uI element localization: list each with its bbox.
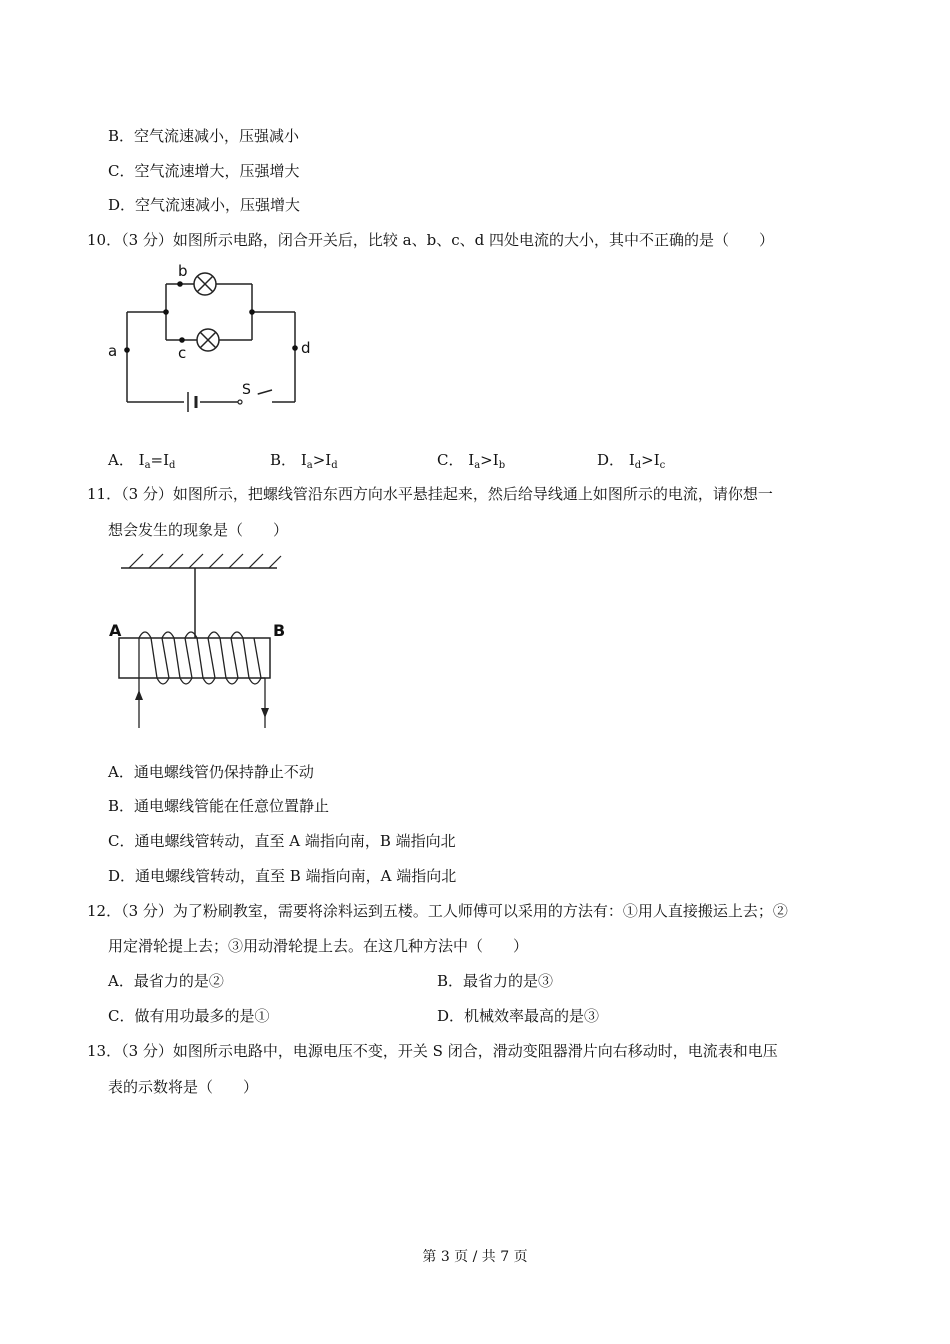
q12-stem-line2: 用定滑轮提上去；③用动滑轮提上去。在这几种方法中（ ） <box>108 937 529 955</box>
current-up-arrow-icon <box>135 690 143 700</box>
label-a: a <box>108 342 118 360</box>
q9-option-b: B．空气流速减小，压强减小 <box>108 127 300 145</box>
q11-option-c: C．通电螺线管转动，直至 A 端指向南，B 端指向北 <box>108 832 456 850</box>
current-down-arrow-icon <box>261 708 269 718</box>
label-end-b: B <box>273 621 286 640</box>
q11-option-a: A．通电螺线管仍保持静止不动 <box>108 763 314 781</box>
q12-option-d: D．机械效率最高的是③ <box>437 1007 600 1025</box>
lamp-c-icon <box>197 329 219 351</box>
label-b: b <box>178 262 188 280</box>
label-c: c <box>178 344 187 362</box>
page-footer: 第 3 页 / 共 7 页 <box>422 1249 528 1265</box>
q12-option-a: A．最省力的是② <box>108 972 224 990</box>
q12-option-b: B．最省力的是③ <box>437 972 554 990</box>
q11-option-d: D．通电螺线管转动，直至 B 端指向南，A 端指向北 <box>108 867 457 885</box>
q10-option-c: C． $I_a>I_b$ <box>437 451 506 471</box>
q11-option-b: B．通电螺线管能在任意位置静止 <box>108 797 330 815</box>
q12-stem-line1: 12．（3 分）为了粉刷教室，需要将涂料运到五楼。工人师傅可以采用的方法有：①用人直接搬运上去；② <box>87 902 788 920</box>
q10-option-d: D． $I_d>I_c$ <box>597 451 666 471</box>
q10-option-a: A． $I_a=I_d$ <box>108 451 176 471</box>
q9-option-d: D．空气流速减小，压强增大 <box>108 196 301 214</box>
q11-stem-line1: 11．（3 分）如图所示，把螺线管沿东西方向水平悬挂起来，然后给导线通上如图所示的电流，请你想一 <box>87 485 773 503</box>
q10-circuit-diagram <box>100 258 340 418</box>
label-d: d <box>301 339 311 357</box>
q9-option-c: C．空气流速增大，压强增大 <box>108 162 300 180</box>
q11-solenoid-diagram <box>105 550 305 740</box>
q10-option-b: B． $I_a>I_d$ <box>270 451 338 471</box>
q10-stem: 10．（3 分）如图所示电路，闭合开关后，比较 a、b、c、d 四处电流的大小，其中不正确的是（ ） <box>87 231 774 249</box>
label-s: S <box>242 382 251 398</box>
q11-stem-line2: 想会发生的现象是（ ） <box>108 521 289 539</box>
label-end-a: A <box>109 621 122 640</box>
lamp-b-icon <box>194 273 216 295</box>
battery-icon <box>188 392 196 412</box>
q13-stem-line2: 表的示数将是（ ） <box>108 1078 259 1096</box>
q13-stem-line1: 13．（3 分）如图所示电路中，电源电压不变，开关 S 闭合，滑动变阻器滑片向右移动时，电流表和电压 <box>87 1042 778 1060</box>
q12-option-c: C．做有用功最多的是① <box>108 1007 270 1025</box>
